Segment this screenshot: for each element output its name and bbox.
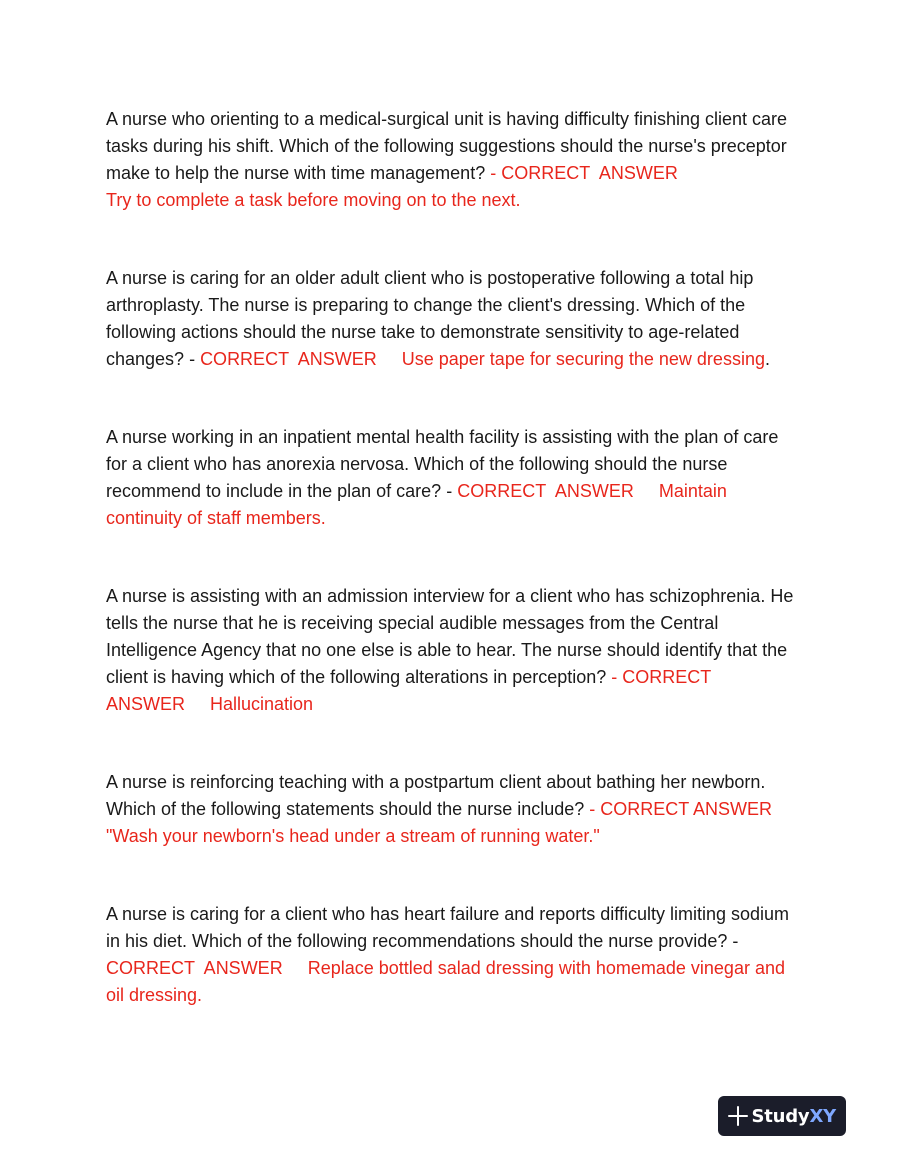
question-text: A nurse working in an inpatient mental health facility is assisting with the plan of care for a client who has anorexia nervosa. Which of the following should the nurse recommend to include in the plan of care? - xyxy=(106,427,784,501)
correct-answer: CORRECT ANSWER Replace bottled salad dressing with homemade vinegar and oil dressing. xyxy=(106,958,790,1005)
plus-icon xyxy=(728,1106,745,1126)
correct-answer: CORRECT ANSWER Use paper tape for securing the new dressing xyxy=(200,349,765,369)
correct-answer: - CORRECT ANSWER Try to complete a task before moving on to the next. xyxy=(106,163,678,210)
question-text: A nurse who orienting to a medical-surgical unit is having difficulty finishing client care tasks during his shift. Which of the following suggestions should the nurse's preceptor make to help the nurse with time management? xyxy=(106,109,793,183)
trailing-text: . xyxy=(764,349,770,369)
qa-item xyxy=(106,901,796,1009)
qa-item xyxy=(106,424,796,532)
correct-answer: - CORRECT ANSWER "Wash your newborn's head under a stream of running water." xyxy=(106,799,797,846)
qa-item xyxy=(106,769,796,850)
question-text: A nurse is caring for a client who has heart failure and reports difficulty limiting sodium in his diet. Which of the following recommendations should the nurse provide? - xyxy=(106,904,795,951)
correct-answer: - CORRECT ANSWER Hallucination xyxy=(106,667,720,714)
qa-item xyxy=(106,583,799,718)
logo-text xyxy=(751,1106,836,1127)
logo-text-accent: XY xyxy=(809,1105,836,1127)
qa-list xyxy=(106,106,799,1060)
question-text: A nurse is caring for an older adult client who is postoperative following a total hip arthroplasty. The nurse is preparing to change the client's dressing. Which of the following actions should the nurse take to demonstrate sensitivity to age-related changes? - xyxy=(106,268,759,369)
question-text: A nurse is reinforcing teaching with a postpartum client about bathing her newborn. Which of the following statements should the nurse include? xyxy=(106,772,771,819)
correct-answer: CORRECT ANSWER Maintain continuity of staff members. xyxy=(106,481,732,528)
logo-text-main: Study xyxy=(751,1105,810,1127)
studyxy-logo[interactable] xyxy=(718,1096,846,1136)
question-text: A nurse is assisting with an admission interview for a client who has schizophrenia. He tells the nurse that he is receiving special audible messages from the Central Intelligence Agency that no one else is able to hear. The nurse should identify that the client is having which of the following alterations in perception? xyxy=(106,586,799,687)
qa-item xyxy=(106,106,796,214)
qa-item xyxy=(106,265,796,373)
